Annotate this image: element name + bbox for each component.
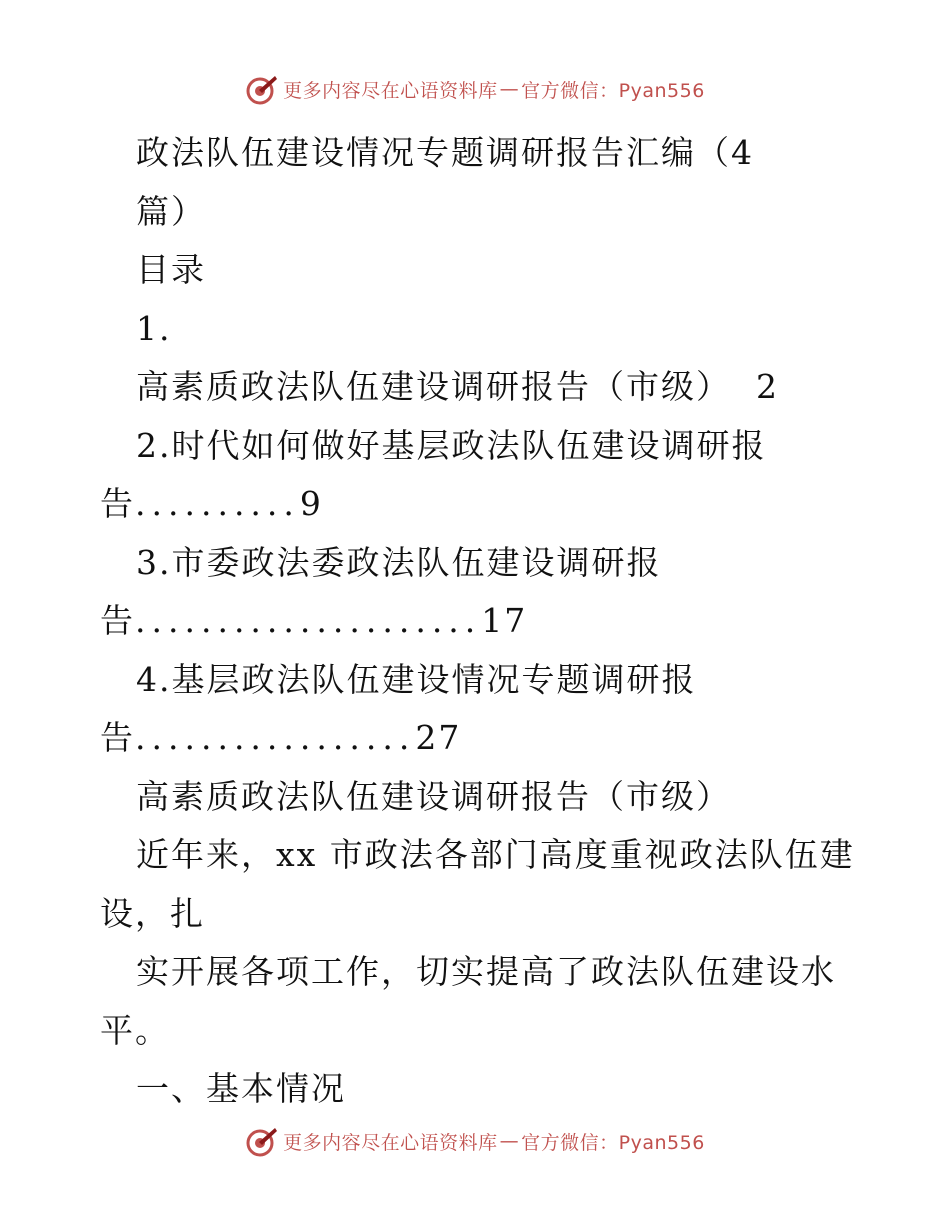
- toc-item-1-number: 1.: [136, 308, 172, 348]
- toc-item-tail-text: 告: [100, 601, 135, 640]
- watermark-suffix: 官方微信：Pyan556: [521, 79, 705, 102]
- watermark-separator: —: [499, 78, 520, 100]
- paragraph-2-line1: 实开展各项工作，切实提高了政法队伍建设水: [136, 952, 836, 991]
- watermark-logo-icon: [245, 72, 279, 106]
- toc-item-tail-text: 告: [100, 484, 135, 523]
- toc-dot-leader: .................: [135, 718, 416, 757]
- doc-title-line2: 篇）: [136, 191, 206, 231]
- watermark-text: 更多内容尽在心语资料库: [283, 79, 498, 102]
- watermark-separator: —: [499, 1130, 520, 1152]
- watermark-header: [0, 72, 950, 106]
- paragraph-1-line2: 设，扎: [100, 893, 205, 933]
- toc-item-page: 9: [299, 484, 323, 523]
- document-body: [100, 124, 860, 1119]
- paragraph-1-line1: 近年来，xx 市政法各部门高度重视政法队伍建: [136, 835, 855, 874]
- toc-dot-leader: ..........: [135, 484, 300, 523]
- toc-item-3-title[interactable]: 3.市委政法委政法队伍建设调研报: [136, 542, 662, 582]
- toc-item-4-tail[interactable]: [100, 709, 860, 768]
- toc-item-tail-text: 告: [100, 718, 135, 757]
- toc-heading: 目录: [136, 250, 206, 289]
- toc-item-page: 2: [755, 367, 779, 406]
- toc-item-2-tail[interactable]: [100, 475, 860, 534]
- watermark-suffix: 官方微信：Pyan556: [521, 1131, 705, 1154]
- toc-item-3-tail[interactable]: [100, 592, 860, 651]
- toc-item-4-title[interactable]: 4.基层政法队伍建设情况专题调研报: [136, 659, 697, 699]
- toc-item-page: 17: [481, 601, 528, 640]
- toc-item-1[interactable]: [100, 358, 860, 417]
- watermark-logo-icon: [245, 1124, 279, 1158]
- toc-item-title: 高素质政法队伍建设调研报告（市级）: [136, 367, 731, 406]
- section-title: 高素质政法队伍建设调研报告（市级）: [136, 776, 731, 816]
- toc-dot-leader: .....................: [135, 601, 482, 640]
- watermark-footer: [0, 1124, 950, 1158]
- heading-basic-situation: 一、基本情况: [136, 1069, 346, 1108]
- toc-item-page: 27: [415, 718, 462, 757]
- watermark-text: 更多内容尽在心语资料库: [283, 1131, 498, 1154]
- doc-title-line1: 政法队伍建设情况专题调研报告汇编（4: [136, 133, 754, 172]
- paragraph-2-line2: 平。: [100, 1010, 170, 1050]
- toc-item-2-title[interactable]: 2.时代如何做好基层政法队伍建设调研报: [136, 425, 767, 465]
